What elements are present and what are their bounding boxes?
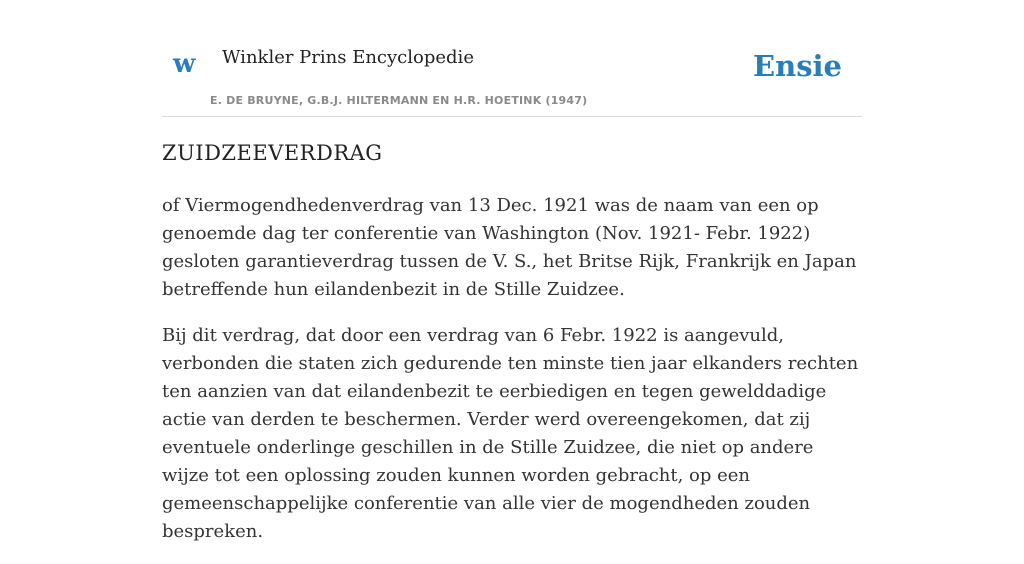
winkler-prins-logo[interactable]: w (173, 49, 196, 79)
article-paragraph: of Viermogendhedenverdrag van 13 Dec. 1921 was de naam van een op genoemde dag ter conferentie van Washington (Nov. 1921- Febr. 1922) gesloten garantieverdrag tussen de V. S., het Britse Rijk, Frankrijk en Japan betreffende hun eilandenbezit in de Stille Zuidzee. (162, 195, 857, 300)
article-paragraph: Bij dit verdrag, dat door een verdrag van 6 Febr. 1922 is aangevuld, verbonden die staten zich gedurende ten minste tien jaar elkanders rechten ten aanzien van dat eilandenbezit te eerbiedigen en tegen gewelddadige actie van derden te beschermen. Verder werd overeengekomen, dat zij eventuele onderlinge geschillen in de Stille Zuidzee, die niet op andere wijze tot een oplossing zouden kunnen worden gebracht, op een gemeenschappelijke conferentie van alle vier de mogendheden zouden bespreken. (162, 325, 859, 542)
encyclopedia-header (162, 40, 862, 117)
ensie-logo[interactable]: Ensie (753, 49, 842, 83)
publication-authors: E. DE BRUYNE, G.B.J. HILTERMANN EN H.R. HOETINK (1947) (210, 94, 588, 107)
article-body (162, 192, 864, 564)
article-title: ZUIDZEEVERDRAG (162, 141, 383, 165)
publication-title[interactable]: Winkler Prins Encyclopedie (222, 47, 474, 68)
